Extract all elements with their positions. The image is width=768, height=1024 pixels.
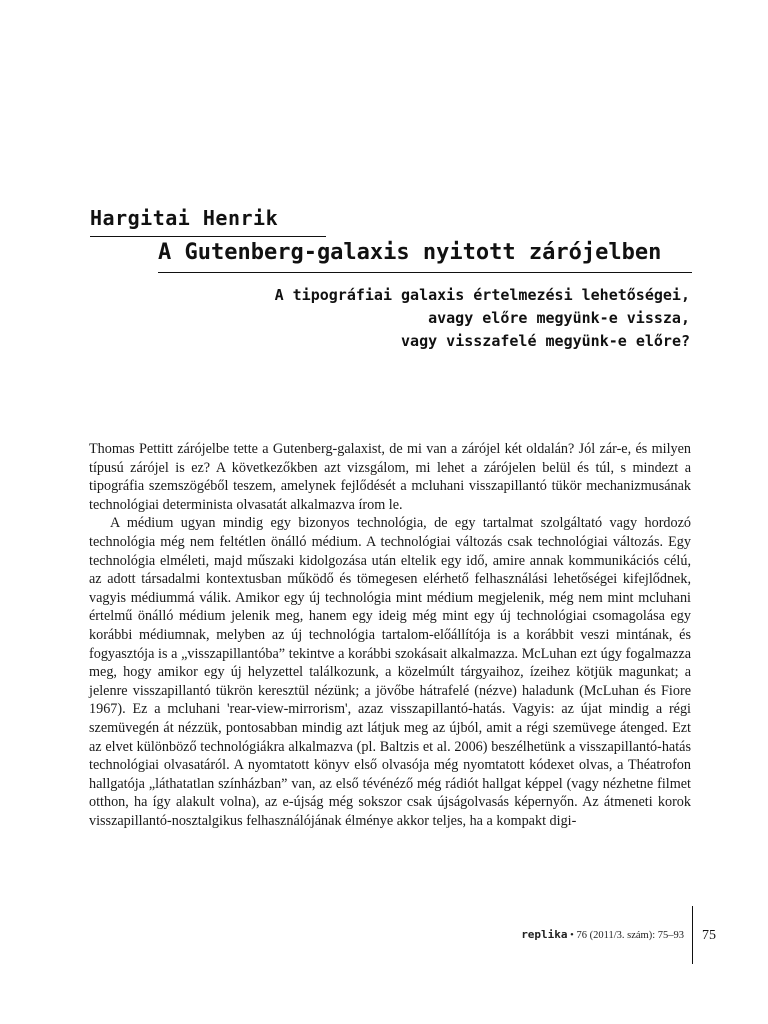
article-author: Hargitai Henrik: [90, 206, 279, 230]
body-paragraph: Thomas Pettitt zárójelbe tette a Gutenberg-galaxist, de mi van a zárójel két oldalán? Jól zár-e, és milyen típusú zárójel is ez? A következőkben azt vizsgálom, mi lehet a zárójelen belül és túl, s mindezt a tipográfia szemszögéből teszem, amelynek fejlődését a mcluhani visszapillantó tükör mechanizmusának technológiai determinista olvasatát alkalmazva írom le.: [89, 441, 691, 513]
article-subtitle: [275, 284, 690, 353]
page-footer: [0, 928, 684, 941]
article-body: [89, 440, 691, 830]
bullet-separator: •: [570, 930, 574, 941]
subtitle-line: avagy előre megyünk-e vissza,: [428, 309, 690, 327]
journal-brand: replika: [521, 928, 568, 941]
subtitle-line: vagy visszafelé megyünk-e előre?: [401, 332, 690, 350]
article-title: A Gutenberg-galaxis nyitott zárójelben: [158, 240, 662, 265]
title-rule: [158, 272, 692, 273]
subtitle-line: A tipográfiai galaxis értelmezési lehetőségei,: [274, 286, 690, 304]
page-number: 75: [702, 928, 716, 943]
journal-citation: 76 (2011/3. szám): 75–93: [576, 930, 684, 941]
footer-divider: [692, 906, 693, 964]
author-rule: [90, 236, 326, 237]
body-paragraph: A médium ugyan mindig egy bizonyos technológia, de egy tartalmat szolgáltató vagy hordozó technológia még nem feltétlen önálló médium. A technológiai változás csak technológiai változás. Egy technológia elméleti, majd műszaki kidolgozása után eltelik egy idő, amire annak kommunikációs célú, az adott társadalmi kontextusban működő és tömegesen elérhető felhasználási lehetőségei kifejlődnek, vagyis médiummá válik. Amikor egy új technológia mint médium megjelenik, még nem mint mcluhani értelmű önálló médium jelenik meg, hanem egy ideig még mint egy új technológiai csomagolása egy korábbi médiumnak, melyben az új technológia tartalom-előállítója is a korábbit veszi mintának, és fogyasztója is a „visszapillantóba” tekintve a korábbi szokásait alkalmazza. McLuhan ezt úgy fogalmazza meg, hogy amikor egy új helyzettel találkozunk, a közelmúlt tárgyaihoz, ízeihez kötjük magunkat; a jelenre visszapillantó tükrön keresztül nézünk; a jövőbe hátrafelé (nézve) haladunk (McLuhan és Fiore 1967). Ez a mcluhani 'rear-view-mirrorism', azaz visszapillantó-hatás. Vagyis: az újat mindig a régi szemüvegén át nézzük, pontosabban mindig azt látjuk meg az újból, amit a régi szemüvege átenged. Ezt az elvet különböző technológiákra alkalmazva (pl. Baltzis et al. 2006) beszélhetünk a visszapillantó-hatás technológiai olvasatáról. A nyomtatott könyv első olvasója még nyomtatott kódexet olvas, a Théatrofon hallgatója „láthatatlan színházban” van, az első tévénéző még rádiót hallgat képpel (vagy nézhetne filmet otthon, ha így alakult volna), az e-újság még sokszor csak újságolvasás képernyőn. Az átmeneti korok visszapillantó-nosztalgikus felhasználójának élménye akkor teljes, ha a kompakt digi-: [89, 515, 691, 829]
